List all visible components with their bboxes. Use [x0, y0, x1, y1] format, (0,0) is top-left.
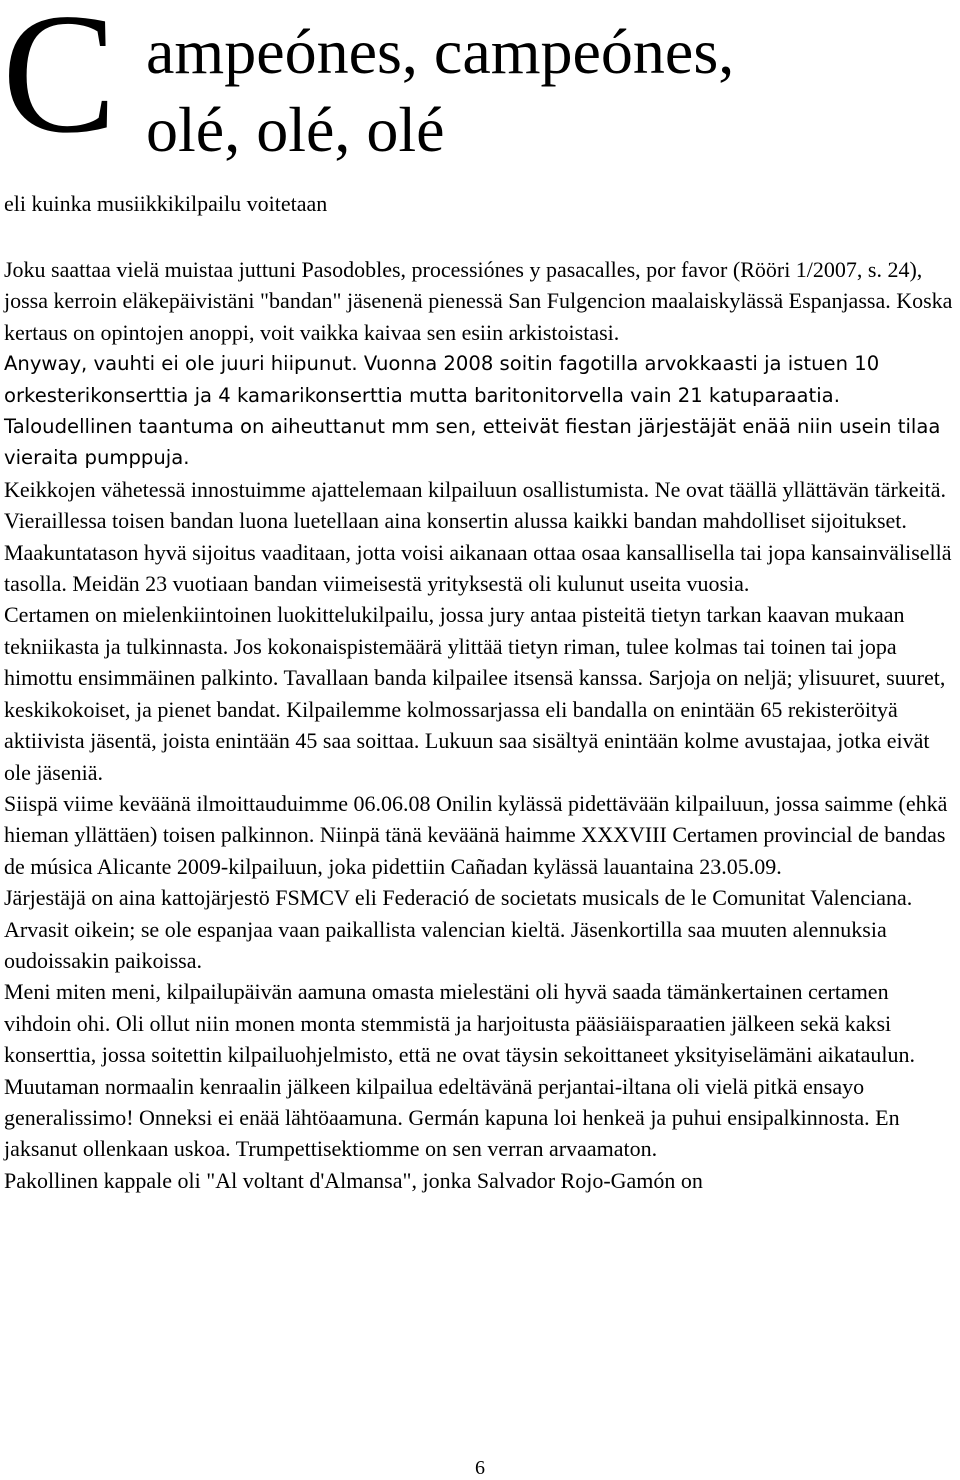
- paragraph-certamen: Certamen on mielenkiintoinen luokittelukilpailu, jossa jury antaa pisteitä tietyn tarkan kaavan mukaan tekniikasta ja tulkinnasta. Jos kokonaispistemäärä ylittää tietyn riman, tulee kolmas tai toinen tai jopa himottu ensimmäinen palkinto. Tavallaan banda kilpailee itsensä kanssa. Sarjoja on neljä; ylisuuret, suuret, keskikokoiset, ja pienet bandat. Kilpailemme kolmossarjassa eli bandalla on enintään 65 rekisteröityä aktiivista jäsentä, joista enintään 45 saa soittaa. Lukuun saa sisältyä enintään kolme avustajaa, jotka eivät ole jäseniä.: [4, 602, 946, 785]
- paragraph-siispa: Siispä viime keväänä ilmoittauduimme 06.06.08 Onilin kylässä pidettävään kilpailuun, jossa saimme (ehkä hieman yllättäen) toisen palkinnon. Niinpä tänä keväänä haimme XXXVIII Certamen provincial de bandas de música Alicante 2009-kilpailuun, joka pidettiin Cañadan kylässä lauantaina 23.05.09.: [4, 790, 948, 879]
- paragraph-pakollinen: Pakollinen kappale oli "Al voltant d'Almansa", jonka Salvador Rojo-Gamón on: [4, 1167, 703, 1193]
- article-body: [4, 254, 960, 1196]
- paragraph-muutaman: Muutaman normaalin kenraalin jälkeen kilpailua edeltävänä perjantai-iltana oli vielä pitkä ensayo generalissimo! Onneksi ei enää lähtöaamuna. Germán kapuna loi henkeä ja puhui ensipalkinnosta. En jaksanut ollenkaan uskoa. Trumpettisektiomme on sen verran arvaamaton.: [4, 1073, 900, 1162]
- paragraph-anyway: Anyway, vauhti ei ole juuri hiipunut. Vuonna 2008 soitin fagotilla arvokkaasti ja istuen 10 orkesterikonserttia ja 4 kamarikonserttia mutta baritonitorvella vain 21 katuparaatia. Taloudellinen taantuma on aiheuttanut mm sen, etteivät fiestan järjestäjät enää niin usein tilaa vieraita pumppuja.: [4, 352, 941, 470]
- title-dropcap: C: [2, 0, 117, 169]
- subtitle: eli kuinka musiikkikilpailu voitetaan: [4, 191, 328, 216]
- title-line-1: ampeónes, campeónes,: [146, 16, 735, 87]
- page-number: 6: [475, 1457, 485, 1479]
- paragraph-jarjestaja: Järjestäjä on aina kattojärjestö FSMCV eli Federació de societats musicals de le Comunitat Valenciana. Arvasit oikein; se ole espanjaa vaan paikallista valencian kieltä. Jäsenkortilla saa muuten alennuksia oudoissakin paikoissa.: [4, 885, 913, 973]
- paragraph-meni: Meni miten meni, kilpailupäivän aamuna omasta mielestäni oli hyvä saada tämänkertainen certamen vihdoin ohi. Oli ollut niin monen monta stemmistä ja harjoitusta pääsiäisparaatien jälkeen sekä kaksi konserttia, jossa soitettin kilpailuohjelmisto, että ne ovat täysin sekoittaneet yksityiselämäni aikataulun.: [4, 979, 915, 1068]
- paragraph-intro: Joku saattaa vielä muistaa juttuni Pasodobles, processiónes y pasacalles, por favor (Rööri 1/2007, s. 24), jossa kerroin eläkepäivistäni "bandan" jäsenenä pienessä San Fulgencion maalaiskylässä Espanjassa. Koska kertaus on opintojen anoppi, voit vaikka kaivaa sen esiin arkistoistasi.: [4, 257, 953, 345]
- title-line-2: olé, olé, olé: [146, 94, 445, 165]
- paragraph-keikkojen: Keikkojen vähetessä innostuimme ajattelemaan kilpailuun osallistumista. Ne ovat täällä yllättävän tärkeitä. Vieraillessa toisen bandan luona luetellaan aina konsertin alussa kaikki bandan mahdolliset sijoitukset. Maakuntatason hyvä sijoitus vaaditaan, jotta voisi aikanaan ottaa osaa kansallisella tai jopa kansainvälisellä tasolla. Meidän 23 vuotiaan bandan viimeisestä yrityksestä oli kulunut useita vuosia.: [4, 476, 952, 597]
